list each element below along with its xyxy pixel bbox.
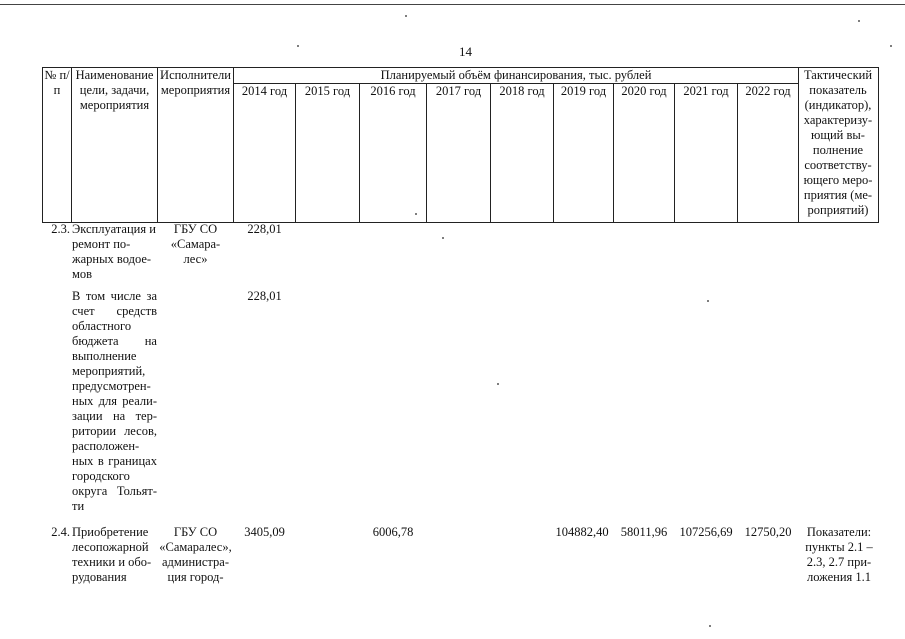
col-divider xyxy=(737,83,738,222)
row-2-4-name: Приобретение лесопожарной техники и обо-рудования xyxy=(72,525,152,584)
row-2-3-name: Эксплуатация и ремонт по-жарных водое-мов xyxy=(72,222,156,281)
row-2-4-value-2019: 104882,40 xyxy=(555,525,609,539)
header-num: № п/п xyxy=(44,68,70,97)
header-year-2017: 2017 год xyxy=(435,84,482,98)
header-year-2019: 2019 год xyxy=(560,84,607,98)
header-year-2020: 2020 год xyxy=(621,84,667,98)
scan-speck xyxy=(497,383,499,385)
header-year-2016: 2016 год xyxy=(370,84,416,98)
col-divider xyxy=(553,83,554,222)
header-year-2021: 2021 год xyxy=(683,84,729,98)
scan-speck xyxy=(442,237,444,239)
scan-speck xyxy=(415,213,417,215)
scan-speck xyxy=(297,45,299,47)
row-2-4-value-2014: 3405,09 xyxy=(244,525,285,539)
scan-speck xyxy=(405,15,407,17)
header-year-2014: 2014 год xyxy=(241,84,288,98)
row-2-3-number: 2.3. xyxy=(51,222,70,236)
col-divider xyxy=(426,83,427,222)
row-2-4-value-2020: 58011,96 xyxy=(620,525,668,539)
row-2-3-value-2014: 228,01 xyxy=(247,222,282,236)
header-name: Наименование цели, задачи, мероприятия xyxy=(75,68,154,112)
top-rule xyxy=(0,4,905,5)
scan-speck xyxy=(858,20,860,22)
header-year-2015: 2015 год xyxy=(304,84,351,98)
col-divider xyxy=(359,83,360,222)
col-divider xyxy=(798,67,799,222)
row-regional-budget-value-2014: 228,01 xyxy=(247,289,282,303)
row-2-4-number: 2.4. xyxy=(51,525,70,539)
header-financing-title: Планируемый объём финансирования, тыс. рублей xyxy=(380,68,652,82)
scan-speck xyxy=(707,300,709,302)
scan-speck xyxy=(709,625,711,627)
row-2-4-indicator: Показатели: пункты 2.1 – 2.3, 2.7 при-ложения 1.1 xyxy=(805,525,873,584)
row-2-4-executor: ГБУ СО «Самаралес», администра-ция город- xyxy=(159,525,232,584)
col-divider xyxy=(490,83,491,222)
header-year-2018: 2018 год xyxy=(499,84,545,98)
col-divider xyxy=(674,83,675,222)
row-2-3-executor: ГБУ СО «Самара-лес» xyxy=(170,222,221,266)
row-2-4-value-2021: 107256,69 xyxy=(679,525,733,539)
row-2-4-value-2016: 6006,78 xyxy=(372,525,414,539)
header-executors: Исполнители мероприятия xyxy=(160,68,231,97)
scan-speck xyxy=(890,45,892,47)
header-year-2022: 2022 год xyxy=(745,84,791,98)
row-2-4-value-2022: 12750,20 xyxy=(744,525,792,539)
col-divider xyxy=(613,83,614,222)
row-regional-budget-name: В том числе за счет средств областного бюджета на выполнение мероприятий, предусмотрен-ных для реали-зации на тер-ритории лесов, расположен-ных в границах городского округа Тольят-ти xyxy=(72,289,157,513)
header-indicator: Тактический показатель (индикатор), характеризу-ющий вы-полнение соответству-ющего меро-приятия (ме-роприятий) xyxy=(803,68,873,217)
col-divider xyxy=(295,83,296,222)
page-number: 14 xyxy=(459,44,472,59)
